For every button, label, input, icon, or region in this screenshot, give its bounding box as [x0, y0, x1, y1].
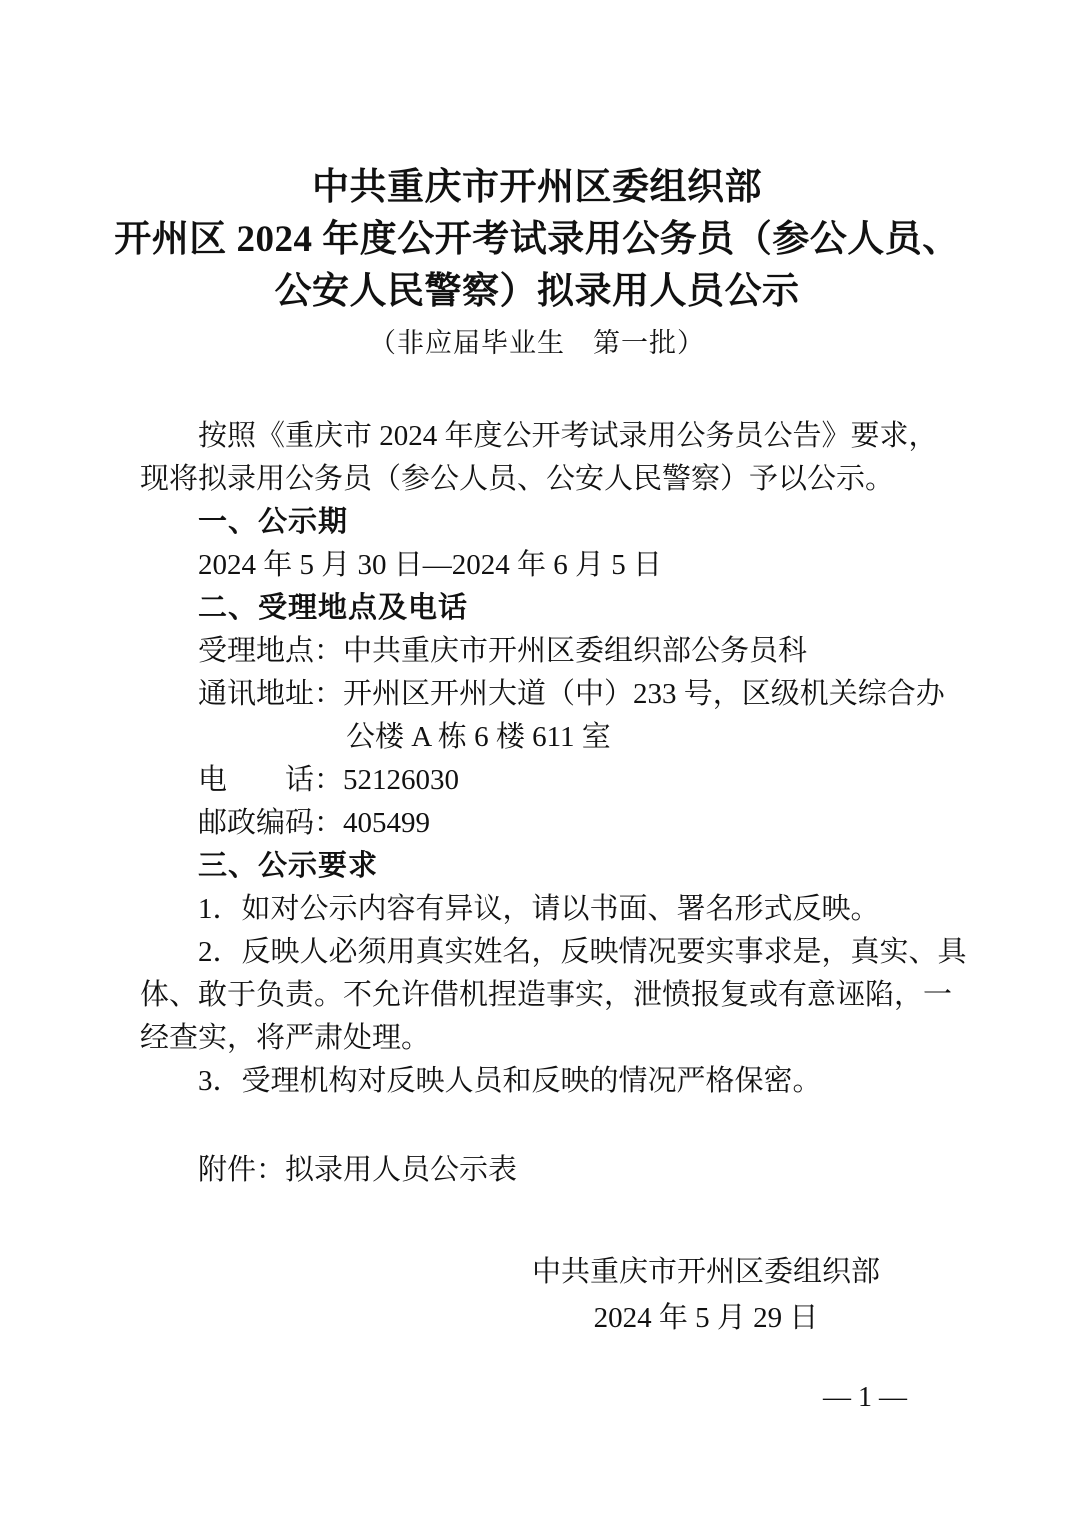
body-line: 按照《重庆市 2024 年度公开考试录用公务员公告》要求，	[198, 420, 938, 452]
body-line: 2．反映人必须用真实姓名，反映情况要实事求是，真实、具	[198, 936, 967, 968]
document-subtitle: （非应届毕业生 第一批）	[369, 328, 705, 358]
body-line: 3．受理机构对反映人员和反映的情况严格保密。	[198, 1065, 822, 1097]
document-body	[140, 415, 967, 1103]
body-line: 公楼 A 栋 6 楼 611 室	[346, 721, 611, 753]
title-line-1: 中共重庆市开州区委组织部	[312, 167, 762, 208]
body-line: 邮政编码：405499	[198, 807, 431, 839]
signature-date: 2024 年 5 月 29 日	[593, 1302, 819, 1334]
body-line: 通讯地址：开州区开州大道（中）233 号，区级机关综合办	[198, 678, 945, 710]
body-line: 经查实，将严肃处理。	[140, 1022, 431, 1054]
body-line: 体、敢于负责。不允许借机捏造事实，泄愤报复或有意诬陷，一	[140, 979, 953, 1011]
section-heading: 二、受理地点及电话	[198, 592, 469, 624]
body-line: 1．如对公示内容有异议，请以书面、署名形式反映。	[198, 893, 880, 925]
signature-org: 中共重庆市开州区委组织部	[532, 1256, 881, 1288]
body-line: 受理地点：中共重庆市开州区委组织部公务员科	[198, 635, 808, 667]
body-line: 2024 年 5 月 30 日—2024 年 6 月 5 日	[198, 549, 663, 581]
document-title	[0, 162, 1074, 362]
section-heading: 三、公示要求	[198, 850, 379, 882]
body-line: 现将拟录用公务员（参公人员、公安人民警察）予以公示。	[140, 463, 895, 495]
body-line: 电 话：52126030	[198, 764, 460, 796]
signature-block	[532, 1249, 880, 1341]
page-number: — 1 —	[823, 1382, 907, 1413]
attachment-note: 附件：拟录用人员公示表	[198, 1154, 518, 1186]
title-line-3: 公安人民警察）拟录用人员公示	[274, 271, 800, 312]
section-heading: 一、公示期	[198, 506, 349, 538]
title-line-2: 开州区 2024 年度公开考试录用公务员（参公人员、	[114, 219, 960, 260]
